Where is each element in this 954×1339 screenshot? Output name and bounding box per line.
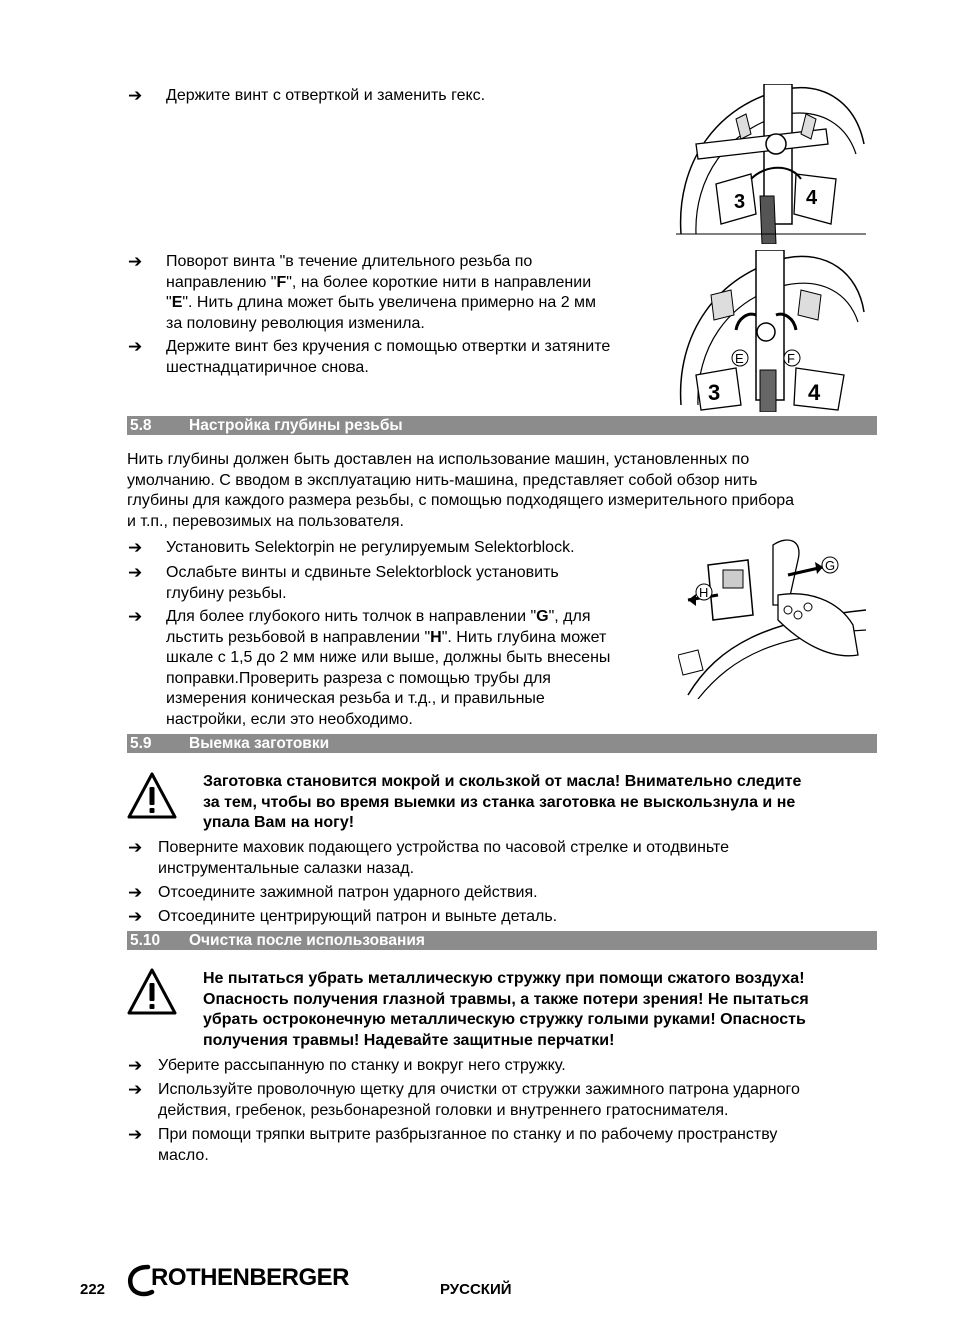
bullet-text: Установить Selektorpin не регулируемым Selektorblock. <box>166 539 575 556</box>
bullet-text: Отсоедините зажимной патрон ударного действия. <box>158 884 538 901</box>
hex-nut-figure <box>676 84 866 244</box>
arrow-right-icon: ➔ <box>128 607 143 627</box>
bullet-text: Ослабьте винты и сдвиньте Selektorblock установить глубину резьбы. <box>166 564 559 602</box>
section-title: Очистка после использования <box>189 932 425 949</box>
section-header-5-9 <box>127 734 877 753</box>
list-item <box>128 907 557 928</box>
brand-name: ROTHENBERGER <box>151 1264 350 1291</box>
fig2-label-3: 3 <box>708 380 721 405</box>
arrow-right-icon: ➔ <box>128 86 143 106</box>
list-item <box>128 563 559 604</box>
list-item <box>128 607 610 730</box>
bullet-text: Поворот винта "в течение длительного резьба по направлению "F", на более короткие нити в направлении "E". Нить длина может быть увеличена примерно на 2 мм за половину революция изменила. <box>166 253 597 332</box>
section-number: 5.8 <box>130 417 152 434</box>
warning-triangle-icon <box>126 967 178 1017</box>
bullet-text: При помощи тряпки вытрите разбрызганное по станку и по рабочему пространству масло. <box>158 1126 778 1164</box>
selector-block-figure <box>678 535 866 699</box>
list-item <box>128 1125 777 1166</box>
section-number: 5.9 <box>130 735 152 752</box>
language-label: РУССКИЙ <box>440 1281 512 1298</box>
bullet-text: Отсоедините центрирующий патрон и выньте деталь. <box>158 908 558 925</box>
fig3-label-h: H <box>699 585 709 600</box>
section-header-5-10 <box>127 931 877 950</box>
brand-logo <box>126 1264 366 1300</box>
page-number: 222 <box>80 1281 106 1298</box>
arrow-right-icon: ➔ <box>128 1080 143 1100</box>
fig1-label-3: 3 <box>734 191 746 213</box>
arrow-right-icon: ➔ <box>128 538 143 558</box>
warning-triangle-icon <box>126 771 178 821</box>
bullet-text: Уберите рассыпанную по станку и вокруг него стружку. <box>158 1057 566 1074</box>
list-item <box>128 337 610 378</box>
section-header-5-8 <box>127 416 877 435</box>
arrow-right-icon: ➔ <box>128 883 143 903</box>
fig2-label-f: F <box>787 351 795 366</box>
arrow-right-icon: ➔ <box>128 1125 143 1145</box>
section-number: 5.10 <box>130 932 161 949</box>
fig2-label-4: 4 <box>808 380 821 405</box>
arrow-right-icon: ➔ <box>128 563 143 583</box>
bullet-text: Держите винт с отверткой и заменить гекс. <box>166 87 486 104</box>
list-item <box>128 883 538 904</box>
section-title: Выемка заготовки <box>189 735 330 752</box>
list-item <box>128 252 596 334</box>
list-item <box>128 86 485 107</box>
screw-direction-figure <box>676 250 866 412</box>
bullet-text: Используйте проволочную щетку для очистки от стружки зажимного патрона ударного действия, гребенок, резьбонарезной головки и внутреннего гратоснимателя. <box>158 1081 800 1119</box>
arrow-right-icon: ➔ <box>128 838 143 858</box>
fig3-label-g: G <box>825 558 836 573</box>
list-item <box>128 838 729 879</box>
list-item <box>128 1080 800 1121</box>
list-item <box>128 538 575 559</box>
arrow-right-icon: ➔ <box>128 337 143 357</box>
arrow-right-icon: ➔ <box>128 1056 143 1076</box>
list-item <box>128 1056 566 1077</box>
warning-text: Заготовка становится мокрой и скользкой от масла! Внимательно следите за тем, чтобы во время выемки из станка заготовка не выскользнула и не упала Вам на ногу! <box>203 773 802 831</box>
bullet-text: Для более глубокого нить толчок в направлении "G", для льстить резьбовой в направлении "H". Нить глубина может шкале с 1,5 до 2 мм ниже или выше, должны быть внесены поправки.Проверить разреза с помощью трубы для измерения коническая резьба и т.д., и правильные настройки, если это необходимо. <box>166 608 611 728</box>
arrow-right-icon: ➔ <box>128 252 143 272</box>
bullet-text: Поверните маховик подающего устройства по часовой стрелке и отодвиньте инструментальные салазки назад. <box>158 839 730 877</box>
arrow-right-icon: ➔ <box>128 907 143 927</box>
bullet-text: Держите винт без кручения с помощью отвертки и затяните шестнадцатиричное снова. <box>166 338 611 376</box>
paragraph: Нить глубины должен быть доставлен на использование машин, установленных по умолчанию. С вводом в эксплуатацию нить-машина, представляет собой обзор нить глубины для каждого размера резьбы, с помощью подходящего измерительного прибора и т.п., перевозимых на пользователя. <box>127 451 795 530</box>
section-title: Настройка глубины резьбы <box>189 417 403 434</box>
fig1-label-4: 4 <box>806 187 818 209</box>
warning-text: Не пытаться убрать металлическую стружку при помощи сжатого воздуха! Опасность получения глазной травмы, а также потери зрения! Не пытаться убрать остроконечную металлическую стружку голыми руками! Опасность получения травмы! Надевайте защитные перчатки! <box>203 970 809 1049</box>
fig2-label-e: E <box>735 351 744 366</box>
